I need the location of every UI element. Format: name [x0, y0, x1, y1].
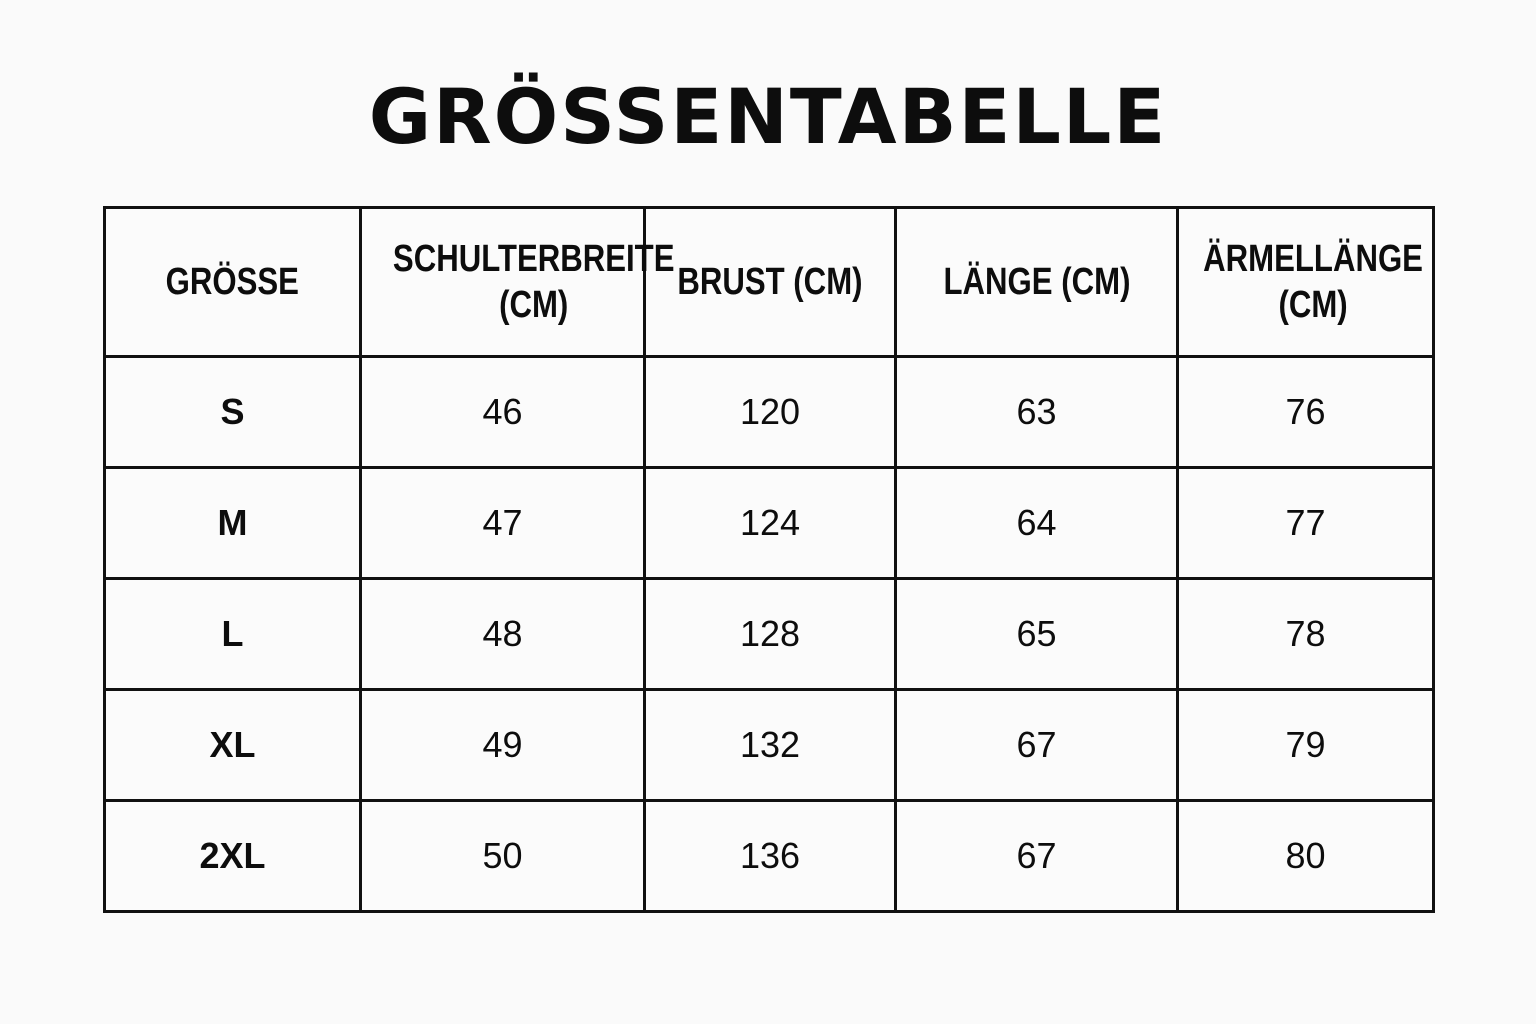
length-cell: 65 — [896, 579, 1178, 690]
length-cell: 64 — [896, 468, 1178, 579]
size-cell: M — [105, 468, 361, 579]
table-header-row — [105, 208, 1434, 357]
sleeve-length-cell: 77 — [1178, 468, 1434, 579]
header-chest: BRUST (CM) — [645, 208, 896, 357]
header-sleeve-length: ÄRMELLÄNGE (CM) — [1178, 208, 1434, 357]
sleeve-length-cell: 76 — [1178, 357, 1434, 468]
table-row — [105, 357, 1434, 468]
size-cell: XL — [105, 690, 361, 801]
shoulder-width-cell: 49 — [361, 690, 645, 801]
shoulder-width-cell: 47 — [361, 468, 645, 579]
sleeve-length-cell: 79 — [1178, 690, 1434, 801]
table-row — [105, 801, 1434, 912]
size-cell: L — [105, 579, 361, 690]
chest-cell: 132 — [645, 690, 896, 801]
length-cell: 67 — [896, 690, 1178, 801]
sleeve-length-cell: 78 — [1178, 579, 1434, 690]
chest-cell: 120 — [645, 357, 896, 468]
header-size: GRÖSSE — [105, 208, 361, 357]
chest-cell: 124 — [645, 468, 896, 579]
shoulder-width-cell: 50 — [361, 801, 645, 912]
sleeve-length-cell: 80 — [1178, 801, 1434, 912]
length-cell: 63 — [896, 357, 1178, 468]
length-cell: 67 — [896, 801, 1178, 912]
table-row — [105, 690, 1434, 801]
size-chart-table — [103, 206, 1435, 913]
page-title: GRÖSSENTABELLE — [368, 72, 1168, 161]
header-shoulder-width: SCHULTERBREITE (CM) — [361, 208, 645, 357]
table-row — [105, 579, 1434, 690]
shoulder-width-cell: 48 — [361, 579, 645, 690]
size-cell: 2XL — [105, 801, 361, 912]
chest-cell: 128 — [645, 579, 896, 690]
shoulder-width-cell: 46 — [361, 357, 645, 468]
size-cell: S — [105, 357, 361, 468]
table-row — [105, 468, 1434, 579]
header-length: LÄNGE (CM) — [896, 208, 1178, 357]
chest-cell: 136 — [645, 801, 896, 912]
